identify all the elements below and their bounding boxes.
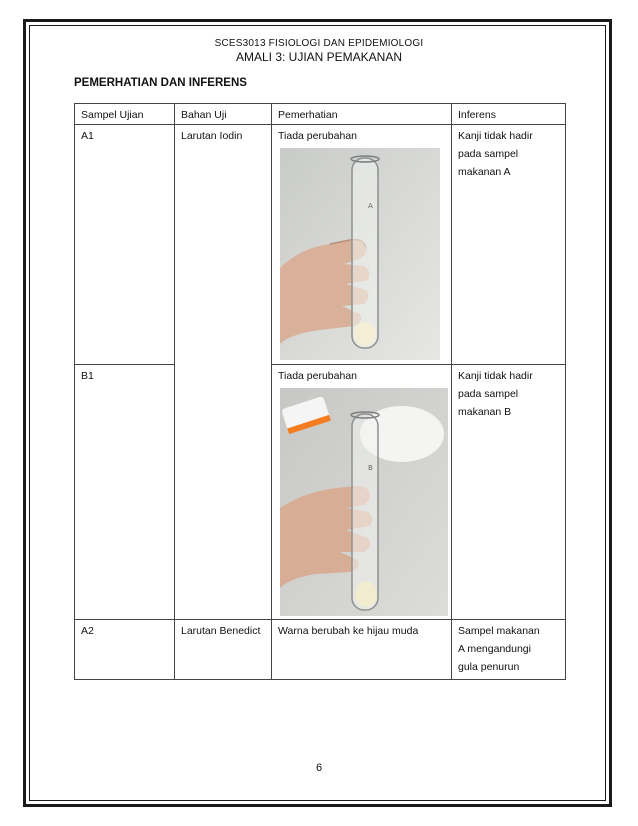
header-cell: Sampel Ujian [75, 104, 175, 125]
table-header-row [75, 104, 566, 125]
reagent-cell: Larutan Benedict [175, 620, 272, 680]
sample-cell: B1 [75, 365, 175, 620]
table-row [75, 620, 566, 680]
table-row [75, 125, 566, 365]
observation-cell: Tiada perubahan B [272, 365, 452, 620]
test-tube-photo-a1 [280, 148, 440, 360]
practical-title: AMALI 3: UJIAN PEMAKANAN [235, 50, 403, 64]
section-title: PEMERHATIAN DAN INFERENS [74, 77, 247, 89]
sample-cell: A2 [75, 620, 175, 680]
observation-cell: Warna berubah ke hijau muda [272, 620, 452, 680]
header-cell: Pemerhatian [272, 104, 452, 125]
inference-cell: Kanji tidak hadir pada sampel makanan A [452, 125, 566, 365]
reagent-cell: Larutan Iodin [175, 125, 272, 620]
inference-cell: Kanji tidak hadir pada sampel makanan B [452, 365, 566, 620]
observation-table [74, 103, 566, 680]
observation-cell: Tiada perubahan A [272, 125, 452, 365]
svg-text:A: A [368, 202, 373, 210]
header-cell: Bahan Uji [175, 104, 272, 125]
header-cell: Inferens [452, 104, 566, 125]
course-header: SCES3013 FISIOLOGI DAN EPIDEMIOLOGI [214, 38, 424, 49]
inference-cell: Sampel makanan A mengandungi gula penurun [452, 620, 566, 680]
sample-cell: A1 [75, 125, 175, 365]
table-row [75, 365, 566, 620]
svg-text:B: B [368, 464, 373, 472]
page-number: 6 [315, 762, 323, 774]
test-tube-photo-b1 [280, 388, 448, 616]
